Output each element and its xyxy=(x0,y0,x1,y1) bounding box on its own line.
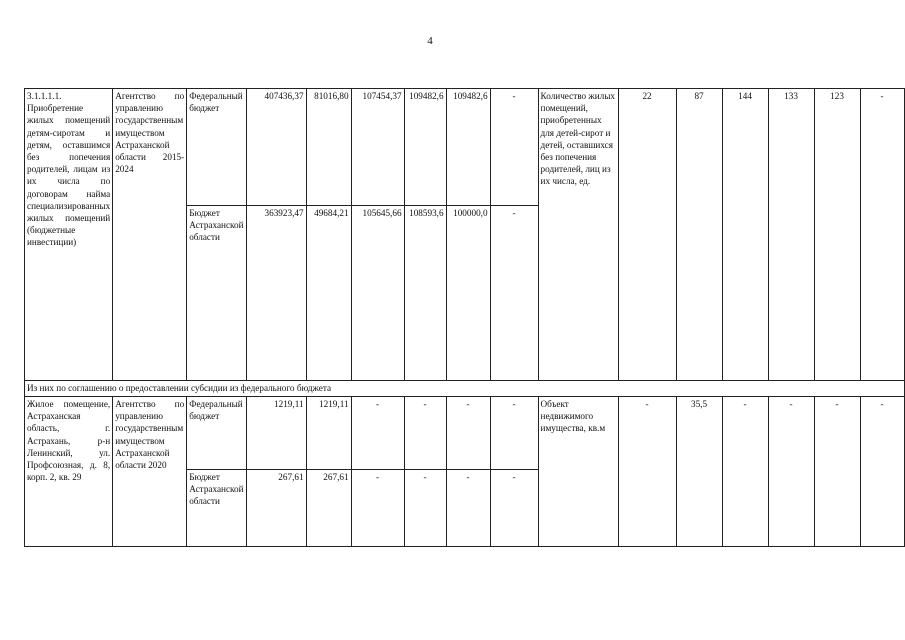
amount-cell: 363923,47 xyxy=(246,206,306,381)
activity-name-cell: Жилое помещение, Астраханская область, г. Астрахань, р-н Ленинский, ул. Профсоюзная, д. 8, корп. 2, кв. 29 xyxy=(25,397,113,547)
amount-cell: - xyxy=(490,89,538,206)
funding-source-cell: Федеральный бюджет xyxy=(187,89,246,206)
program-table xyxy=(24,88,905,547)
target-cell: - xyxy=(618,397,676,547)
amount-cell: - xyxy=(490,206,538,381)
amount-cell: - xyxy=(490,397,538,470)
target-cell: 87 xyxy=(676,89,722,381)
target-cell: - xyxy=(814,397,860,547)
amount-cell: 100000,0 xyxy=(446,206,490,381)
funding-source-cell: Федеральный бюджет xyxy=(187,397,246,470)
amount-cell: 267,61 xyxy=(306,470,351,547)
target-cell: 22 xyxy=(618,89,676,381)
target-cell: 123 xyxy=(814,89,860,381)
amount-cell: 1219,11 xyxy=(246,397,306,470)
target-cell: 144 xyxy=(722,89,768,381)
subsidy-heading: Из них по соглашению о предоставлении субсидии из федерального бюджета xyxy=(25,381,905,397)
funding-source-cell: Бюджет Астраханской области xyxy=(187,470,246,547)
target-cell: - xyxy=(860,89,904,381)
target-cell: 35,5 xyxy=(676,397,722,547)
executor-cell: Агентство по управлению государственным имуществом Астраханской области 2015-2024 xyxy=(113,89,187,381)
funding-source-cell: Бюджет Астраханской области xyxy=(187,206,246,381)
page-number: 4 xyxy=(427,35,433,47)
amount-cell: - xyxy=(446,470,490,547)
amount-cell: 407436,37 xyxy=(246,89,306,206)
amount-cell: 107454,37 xyxy=(351,89,404,206)
executor-cell: Агентство по управлению государственным имуществом Астраханской области 2020 xyxy=(113,397,187,547)
amount-cell: - xyxy=(351,470,404,547)
amount-cell: - xyxy=(404,470,446,547)
amount-cell: 267,61 xyxy=(246,470,306,547)
table-row xyxy=(25,381,905,397)
amount-cell: - xyxy=(490,470,538,547)
amount-cell: 109482,6 xyxy=(404,89,446,206)
amount-cell: - xyxy=(404,397,446,470)
target-cell: 133 xyxy=(768,89,814,381)
target-cell: - xyxy=(768,397,814,547)
amount-cell: - xyxy=(351,397,404,470)
indicator-cell: Объект недвижимого имущества, кв.м xyxy=(538,397,618,547)
amount-cell: 81016,80 xyxy=(306,89,351,206)
table-row xyxy=(25,397,905,470)
amount-cell: 49684,21 xyxy=(306,206,351,381)
indicator-cell: Количество жилых помещений, приобретенных для детей-сирот и детей, оставшихся без попечения родителей, лиц из их числа, ед. xyxy=(538,89,618,381)
amount-cell: 105645,66 xyxy=(351,206,404,381)
table-row xyxy=(25,89,905,206)
target-cell: - xyxy=(860,397,904,547)
amount-cell: 108593,6 xyxy=(404,206,446,381)
amount-cell: - xyxy=(446,397,490,470)
activity-name-cell: 3.1.1.1.1. Приобретение жилых помещений детям-сиротам и детям, оставшимся без попечения родителей, лицам из их числа по договорам найма специализированных жилых помещений (бюджетные инвестиции) xyxy=(25,89,113,381)
amount-cell: 109482,6 xyxy=(446,89,490,206)
target-cell: - xyxy=(722,397,768,547)
amount-cell: 1219,11 xyxy=(306,397,351,470)
